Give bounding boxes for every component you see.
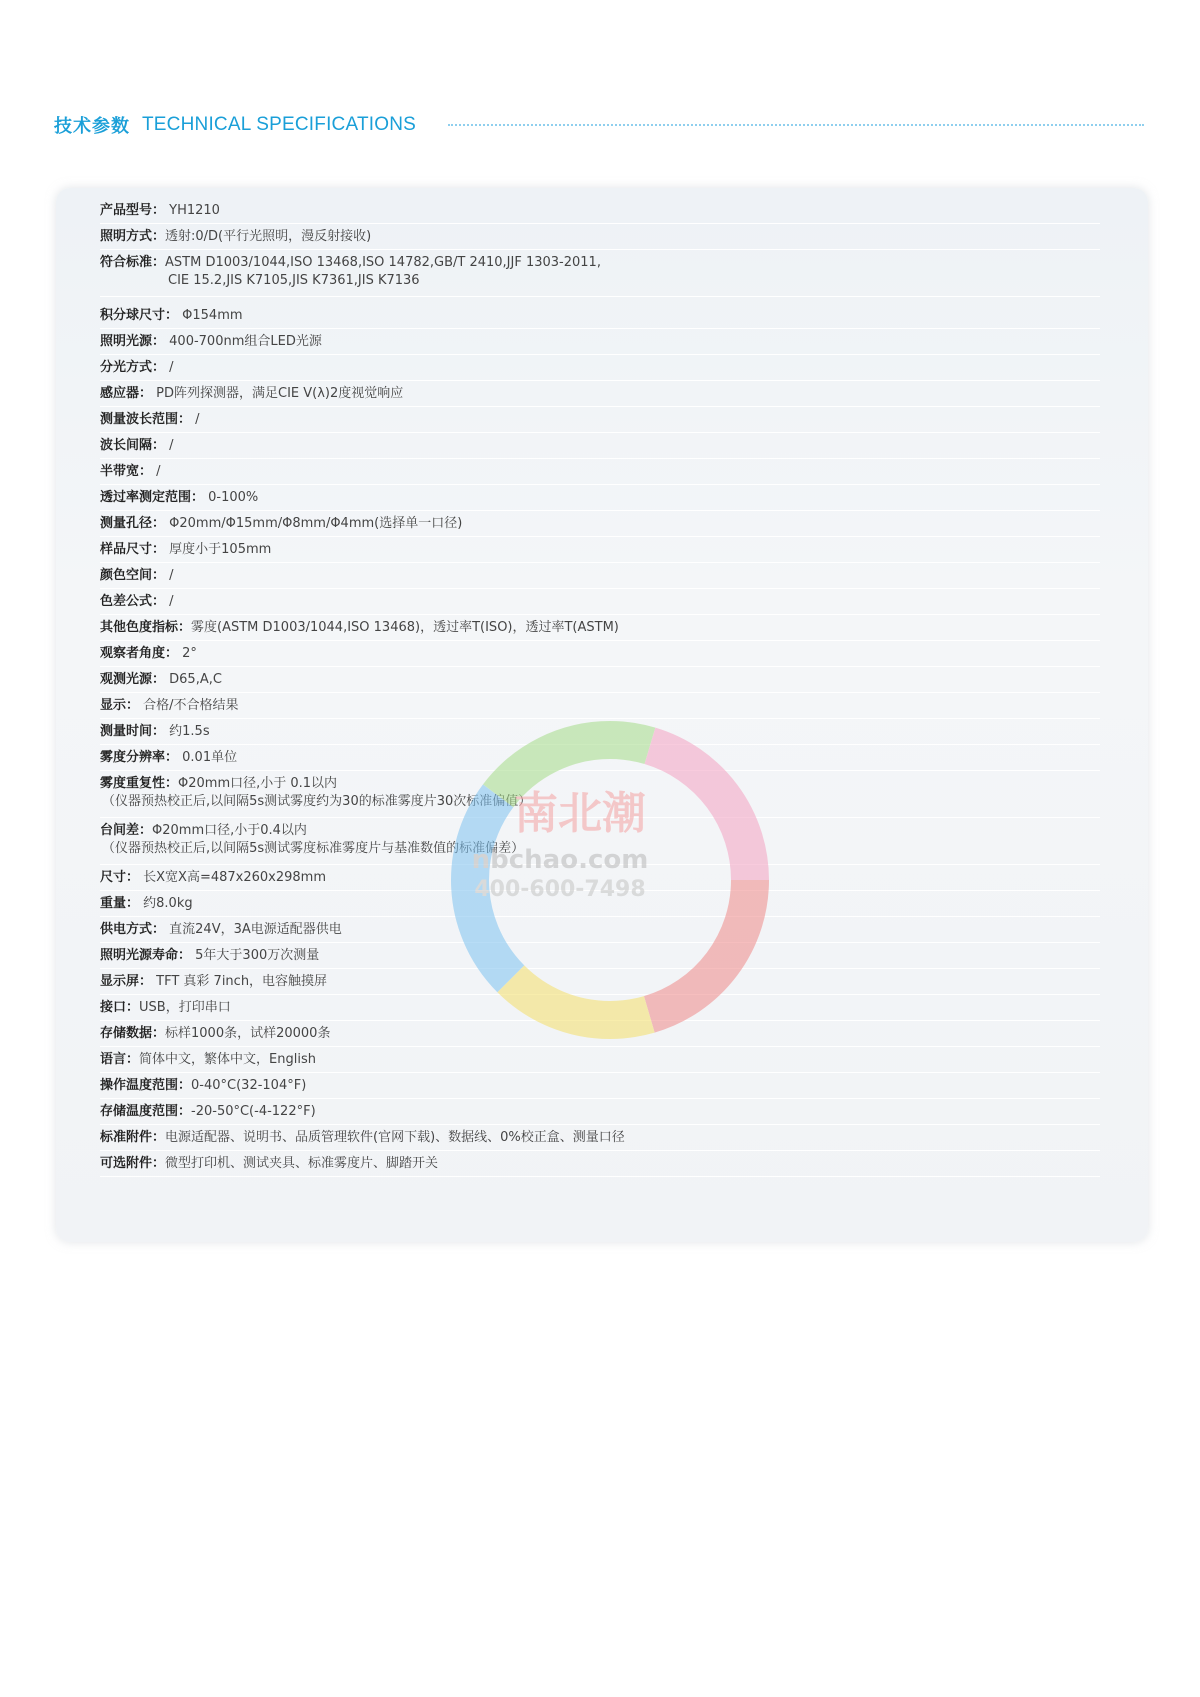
- spec-row: [100, 407, 1100, 433]
- spec-value: /: [152, 464, 161, 479]
- spec-value: 标样1000条，试样20000条: [165, 1026, 331, 1041]
- spec-row: [100, 459, 1100, 485]
- spec-value: D65,A,C: [165, 672, 222, 687]
- spec-value: 5年大于300万次测量: [191, 948, 320, 963]
- spec-label: 透过率测定范围：: [100, 490, 205, 505]
- spec-row: [100, 693, 1100, 719]
- spec-value: /: [165, 360, 174, 375]
- watermark-brand: 南北潮: [514, 788, 646, 839]
- spec-note: （仪器预热校正后,以间隔5s测试雾度标准雾度片与基准数值的标准偏差）: [102, 841, 525, 856]
- spec-label: 符合标准：: [100, 255, 166, 270]
- spec-row: [100, 1047, 1100, 1073]
- spec-row: [100, 303, 1100, 329]
- spec-row: [100, 1073, 1100, 1099]
- spec-value: /: [165, 438, 174, 453]
- spec-label: 标准附件：: [100, 1130, 166, 1145]
- spec-value-continued: CIE 15.2,JIS K7105,JIS K7361,JIS K7136: [168, 273, 420, 288]
- spec-row: [100, 198, 1100, 224]
- spec-value: USB，打印串口: [139, 1000, 231, 1015]
- spec-value: 0.01单位: [178, 750, 238, 765]
- spec-label: 观察者角度：: [100, 646, 179, 661]
- spec-row: [100, 917, 1100, 943]
- spec-row: [100, 641, 1100, 667]
- spec-label: 显示：: [100, 698, 140, 713]
- spec-value: 400-700nm组合LED光源: [165, 334, 322, 349]
- spec-value: 长X宽X高=487x260x298mm: [139, 870, 327, 885]
- spec-value: 透射:0/D(平行光照明，漫反射接收): [165, 229, 372, 244]
- spec-label: 色差公式：: [100, 594, 166, 609]
- spec-row: [100, 943, 1100, 969]
- spec-row: [100, 771, 1100, 818]
- spec-row: [100, 615, 1100, 641]
- spec-value: 约8.0kg: [139, 896, 193, 911]
- spec-value: 直流24V，3A电源适配器供电: [165, 922, 342, 937]
- section-title-cn: 技术参数: [54, 116, 130, 137]
- spec-value: Φ20mm口径,小于0.4以内: [152, 823, 307, 838]
- spec-value: Φ20mm口径,小于 0.1以内: [178, 776, 338, 791]
- spec-label: 样品尺寸：: [100, 542, 166, 557]
- watermark-domain: nbchao.com: [471, 845, 649, 875]
- spec-label: 显示屏：: [100, 974, 153, 989]
- spec-row: [100, 1021, 1100, 1047]
- spec-row: [100, 224, 1100, 250]
- spec-value: -20-50°C(-4-122°F): [191, 1104, 316, 1119]
- spec-value: 雾度(ASTM D1003/1044,ISO 13468)，透过率T(ISO)，透过率T(ASTM): [191, 620, 619, 635]
- spec-label: 重量：: [100, 896, 140, 911]
- watermark-phone: 400-600-7498: [474, 877, 646, 902]
- spec-row: [100, 563, 1100, 589]
- spec-row: [100, 818, 1100, 865]
- spec-label: 波长间隔：: [100, 438, 166, 453]
- section-title-en: TECHNICAL SPECIFICATIONS: [142, 114, 417, 135]
- spec-label: 测量时间：: [100, 724, 166, 739]
- spec-label: 供电方式：: [100, 922, 166, 937]
- spec-row: [100, 667, 1100, 693]
- header-divider: [448, 124, 1144, 126]
- spec-label: 其他色度指标：: [100, 620, 192, 635]
- spec-row: [100, 995, 1100, 1021]
- spec-value: 合格/不合格结果: [139, 698, 239, 713]
- spec-row: [100, 891, 1100, 917]
- spec-row: [100, 1125, 1100, 1151]
- spec-label: 产品型号：: [100, 203, 166, 218]
- section-header: [54, 110, 1144, 140]
- spec-row: [100, 1151, 1100, 1177]
- spec-value: 简体中文，繁体中文，English: [139, 1052, 316, 1067]
- spec-value: 0-100%: [204, 490, 259, 505]
- spec-row: [100, 250, 1100, 297]
- spec-row: [100, 355, 1100, 381]
- spec-value: 0-40°C(32-104°F): [191, 1078, 307, 1093]
- spec-label: 积分球尺寸：: [100, 308, 179, 323]
- spec-row: [100, 745, 1100, 771]
- spec-row: [100, 537, 1100, 563]
- spec-label: 分光方式：: [100, 360, 166, 375]
- spec-label: 雾度重复性：: [100, 776, 179, 791]
- spec-value: 厚度小于105mm: [165, 542, 272, 557]
- spec-value: 微型打印机、测试夹具、标准雾度片、脚踏开关: [165, 1156, 439, 1171]
- spec-label: 台间差：: [100, 823, 153, 838]
- spec-label: 观测光源：: [100, 672, 166, 687]
- spec-label: 语言：: [100, 1052, 140, 1067]
- spec-label: 存储温度范围：: [100, 1104, 192, 1119]
- spec-row: [100, 1099, 1100, 1125]
- spec-row: [100, 589, 1100, 615]
- spec-value: Φ154mm: [178, 308, 243, 323]
- spec-value: 电源适配器、说明书、品质管理软件(官网下载)、数据线、0%校正盒、测量口径: [165, 1130, 625, 1145]
- spec-row: [100, 329, 1100, 355]
- spec-label: 照明光源寿命：: [100, 948, 192, 963]
- spec-value: /: [165, 568, 174, 583]
- spec-value: 2°: [178, 646, 197, 661]
- spec-value: /: [191, 412, 200, 427]
- spec-value: ASTM D1003/1044,ISO 13468,ISO 14782,GB/T 2410,JJF 1303-2011,: [165, 255, 601, 270]
- spec-value: PD阵列探测器，满足CIE V(λ)2度视觉响应: [152, 386, 404, 401]
- spec-value: /: [165, 594, 174, 609]
- spec-note: （仪器预热校正后,以间隔5s测试雾度约为30的标准雾度片30次标准偏值）: [102, 794, 532, 809]
- spec-label: 尺寸：: [100, 870, 140, 885]
- spec-row: [100, 381, 1100, 407]
- spec-row: [100, 969, 1100, 995]
- spec-label: 雾度分辨率：: [100, 750, 179, 765]
- spec-label: 感应器：: [100, 386, 153, 401]
- spec-label: 半带宽：: [100, 464, 153, 479]
- spec-row: [100, 865, 1100, 891]
- spec-label: 照明方式：: [100, 229, 166, 244]
- spec-label: 测量波长范围：: [100, 412, 192, 427]
- spec-label: 存储数据：: [100, 1026, 166, 1041]
- specs-list: [100, 198, 1100, 1177]
- spec-label: 照明光源：: [100, 334, 166, 349]
- spec-value: TFT 真彩 7inch，电容触摸屏: [152, 974, 328, 989]
- spec-label: 可选附件：: [100, 1156, 166, 1171]
- spec-value: YH1210: [165, 203, 220, 218]
- spec-label: 测量孔径：: [100, 516, 166, 531]
- spec-value: 约1.5s: [165, 724, 210, 739]
- spec-label: 操作温度范围：: [100, 1078, 192, 1093]
- specs-card: [56, 188, 1148, 1242]
- spec-label: 接口：: [100, 1000, 140, 1015]
- spec-row: [100, 719, 1100, 745]
- spec-row: [100, 433, 1100, 459]
- spec-row: [100, 511, 1100, 537]
- spec-row: [100, 485, 1100, 511]
- spec-value: Φ20mm/Φ15mm/Φ8mm/Φ4mm(选择单一口径): [165, 516, 463, 531]
- spec-label: 颜色空间：: [100, 568, 166, 583]
